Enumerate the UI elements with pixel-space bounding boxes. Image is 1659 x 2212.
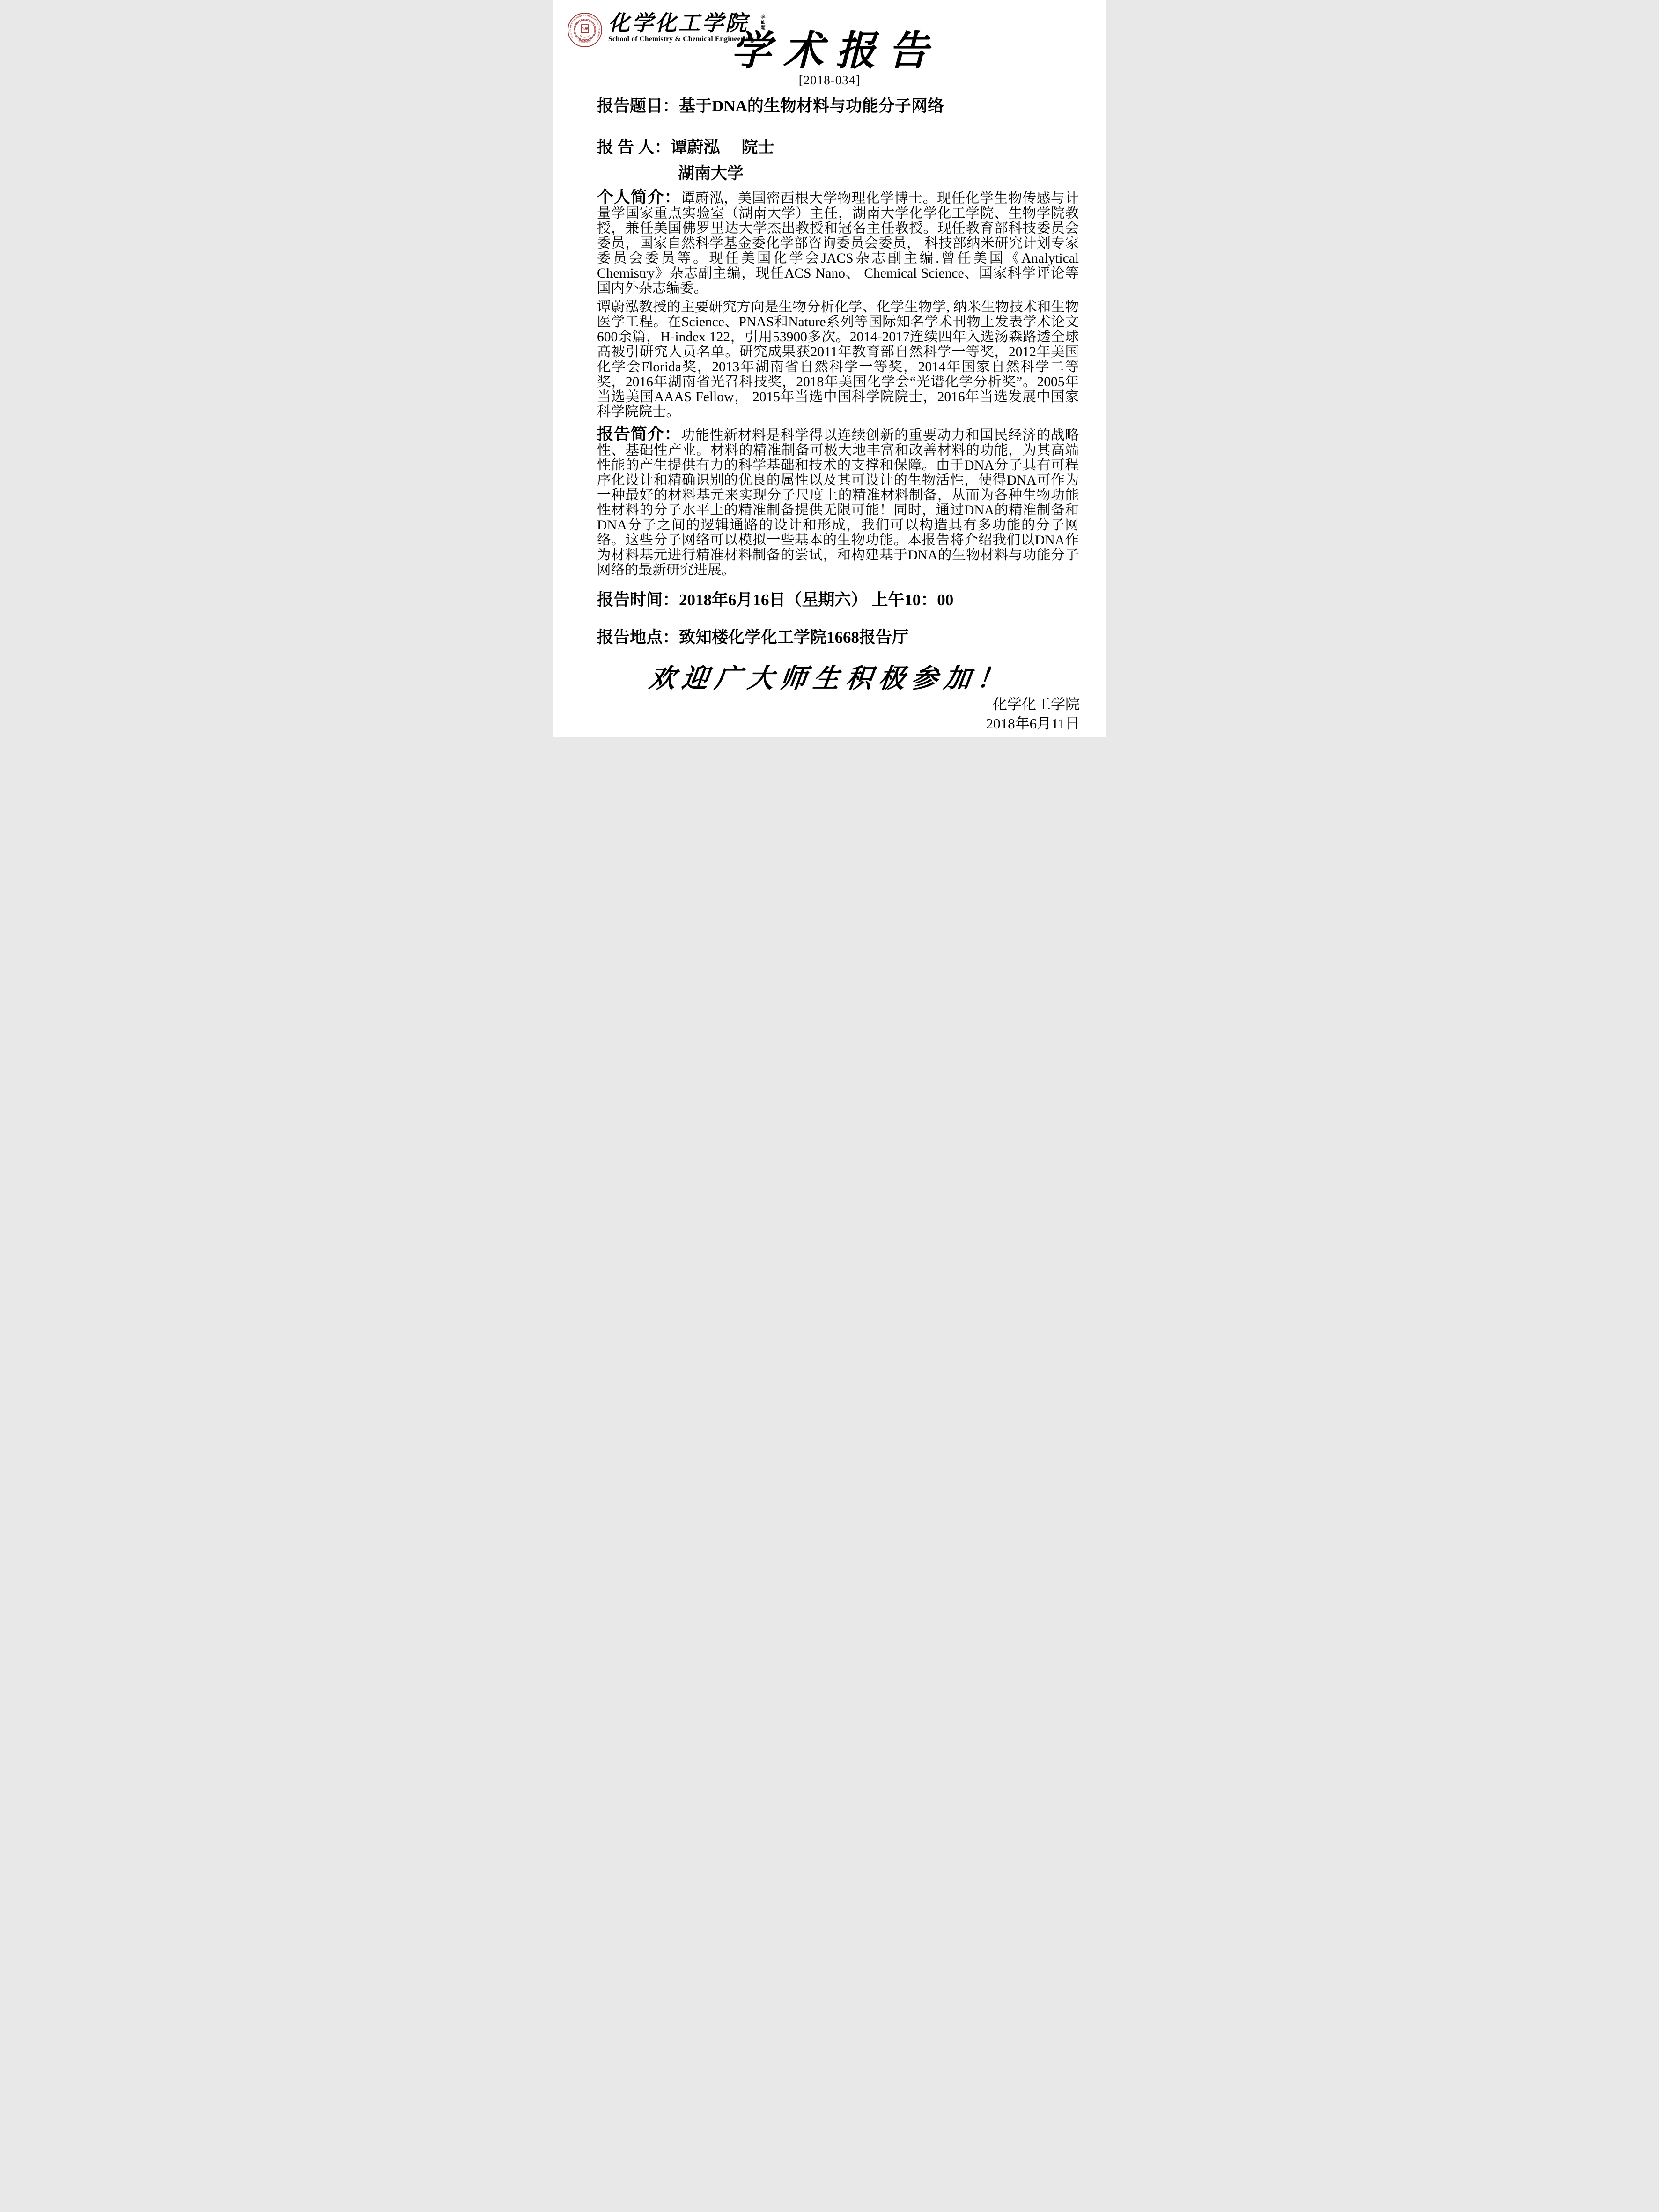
time-value: 2018年6月16日（星期六） 上午10：00 [679, 591, 954, 610]
abstract-paragraph [553, 427, 1106, 578]
speaker-name: 谭蔚泓 [671, 138, 720, 156]
doc-number: [2018-034] [798, 73, 861, 87]
school-wordmark [608, 12, 754, 44]
school-name-cn: 化学化工学院 [608, 11, 749, 35]
bio-paragraph-2 [553, 300, 1106, 419]
footer-date: 2018年6月11日 [986, 715, 1080, 732]
venue-label: 报告地点： [597, 628, 679, 647]
announcement-page [553, 0, 1106, 737]
seal-acronym: SCCE [582, 19, 588, 22]
bio-paragraph-1 [553, 190, 1106, 296]
speaker-line [553, 137, 1106, 158]
bio-text-1: 谭蔚泓，美国密西根大学物理化学博士。现任化学生物传感与计量学国家重点实验室（湖南大学）主任，湖南大学化学化工学院、生物学院教授，兼任美国佛罗里达大学杰出教授和冠名主任教授。现任教育部科技委员会委员，国家自然科学基金委化学部咨询委员会委员， 科技部纳米研究计划专家委员会委员等。现任美国化学会JACS杂志副主编.曾任美国《Analytical Chemistry》杂志副主编，现任ACS Nano、 Chemical Science、国家科学评论等国内外杂志编委。 [597, 191, 1079, 296]
seal-motto: Life and Future [579, 35, 590, 38]
bio-label: 个人简介： [597, 188, 681, 207]
seal-bottom-text: ·陕西师范大学· [577, 39, 593, 44]
footer [553, 697, 1106, 731]
topic-label: 报告题目： [597, 97, 679, 115]
speaker-degree: 院士 [741, 138, 774, 156]
time-line [553, 590, 1106, 610]
speaker-affiliation: 湖南大学 [678, 164, 744, 183]
header [567, 12, 766, 48]
footer-org: 化学化工学院 [993, 696, 1080, 713]
school-seal-logo [567, 12, 603, 48]
seal-ring-text: SCHOOL OF CHEMISTRY & CHEMICAL ENGINEERING [569, 14, 601, 39]
calligrapher-signature: 李仙题 [759, 14, 765, 31]
time-label: 报告时间： [597, 591, 679, 610]
topic-line [553, 96, 1106, 117]
page-title: 学术报告 [730, 29, 941, 73]
topic-text: 基于DNA的生物材料与功能分子网络 [679, 97, 944, 115]
speaker-label: 报 告 人： [597, 138, 671, 156]
abstract-text: 功能性新材料是科学得以连续创新的重要动力和国民经济的战略性、基础性产业。材料的精准制备可极大地丰富和改善材料的功能，为其高端性能的产生提供有力的科学基础和技术的支撑和保障。由于DNA分子具有可程序化设计和精确识别的优良的属性以及其可设计的生物活性，使得DNA可作为一种最好的材料基元来实现分子尺度上的精准材料制备，从而为各种生物功能性材料的分子水平上的精准制备提供无限可能！同时，通过DNA的精准制备和DNA分子之间的逻辑通路的设计和形成，我们可以构造具有多功能的分子网络。这些分子网络可以模拟一些基本的生物功能。本报告将介绍我们以DNA作为材料基元进行精准材料制备的尝试，和构建基于DNA的生物材料与功能分子网络的最新研究进展。 [597, 428, 1079, 578]
venue-line [553, 627, 1106, 648]
venue-value: 致知楼化学化工学院1668报告厅 [679, 628, 909, 647]
seal-center-glyph: 化學 [582, 27, 588, 31]
welcome-calligraphy: 欢迎广大师生积极参加！ [647, 664, 1012, 693]
abstract-label: 报告简介： [597, 425, 681, 444]
school-name-en: School of Chemistry & Chemical Engineering [608, 35, 754, 44]
bio-text-2: 谭蔚泓教授的主要研究方向是生物分析化学、化学生物学, 纳米生物技术和生物医学工程。在Science、PNAS和Nature系列等国际知名学术刊物上发表学术论文600余篇，H-index 122，引用53900多次。2014-2017连续四年入选汤森路透全球高被引研究人员名单。研究成果获2011年教育部自然科学一等奖，2012年美国化学会Florida奖，2013年湖南省自然科学一等奖，2014年国家自然科学二等奖，2016年湖南省光召科技奖，2018年美国化学会“光谱化学分析奖”。2005年当选美国AAAS Fellow， 2015年当选中国科学院院士，2016年当选发展中国家科学院院士。 [597, 300, 1079, 420]
